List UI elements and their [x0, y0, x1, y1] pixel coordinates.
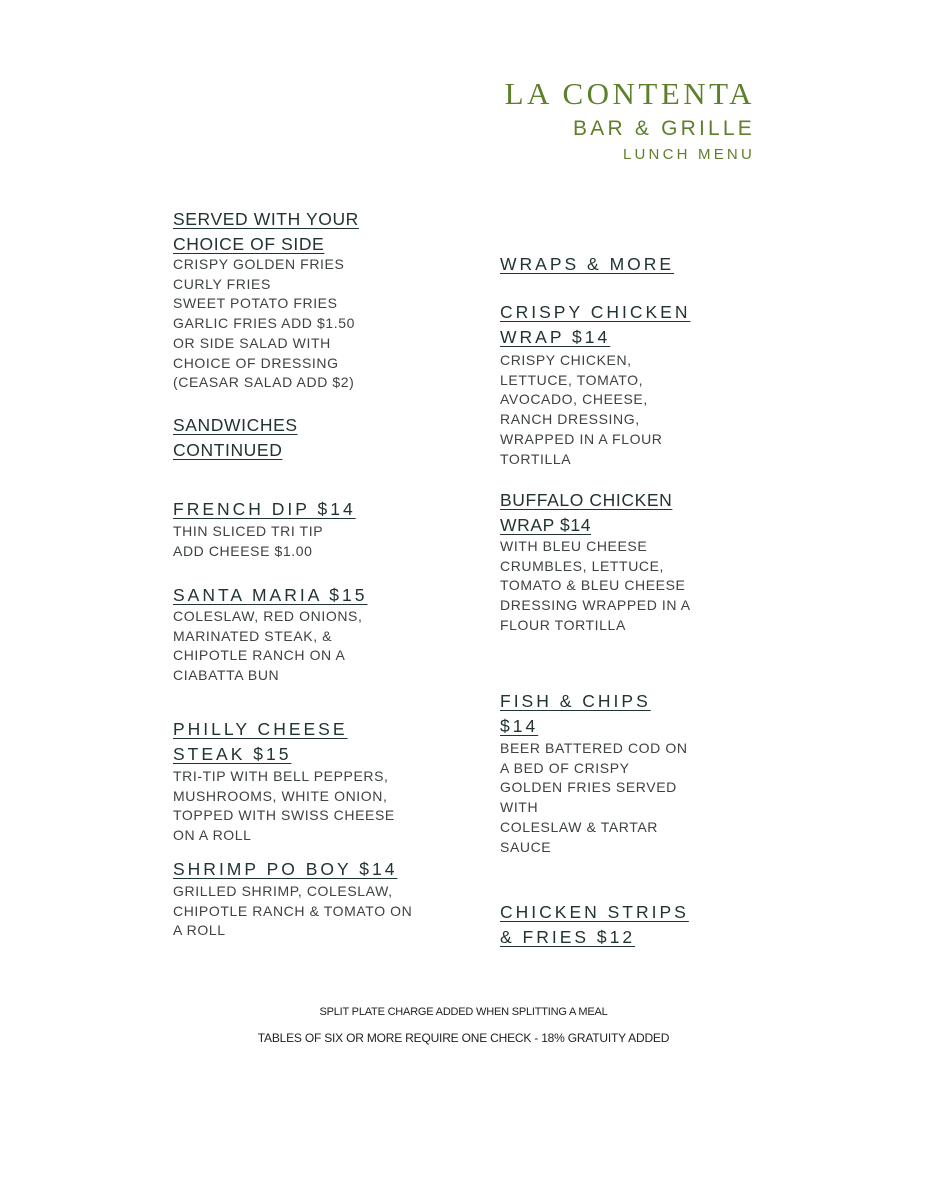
- item-buffalo-chicken-wrap-description: WITH BLEU CHEESE CRUMBLES, LETTUCE, TOMATO & BLEU CHEESE DRESSING WRAPPED IN A FLOUR TORTILLA: [500, 538, 691, 633]
- item-buffalo-chicken-wrap-name: BUFFALO CHICKEN WRAP $14: [500, 490, 673, 535]
- restaurant-name: LA CONTENTA: [504, 76, 755, 111]
- item-crispy-chicken-wrap-name: CRISPY CHICKEN WRAP $14: [500, 302, 691, 347]
- item-fish-chips-description: BEER BATTERED COD ON A BED OF CRISPY GOLDEN FRIES SERVED WITH COLESLAW & TARTAR SAUCE: [500, 740, 688, 855]
- item-crispy-chicken-wrap-description: CRISPY CHICKEN, LETTUCE, TOMATO, AVOCADO, CHEESE, RANCH DRESSING, WRAPPED IN A FLOUR TORTILLA: [500, 352, 663, 467]
- item-french-dip-description: THIN SLICED TRI TIP ADD CHEESE $1.00: [173, 523, 324, 559]
- item-fish-chips-name: FISH & CHIPS $14: [500, 691, 651, 736]
- item-shrimp-po-boy-name: SHRIMP PO BOY $14: [173, 859, 398, 879]
- item-santa-maria-name: SANTA MARIA $15: [173, 585, 368, 605]
- item-shrimp-po-boy-description: GRILLED SHRIMP, COLESLAW, CHIPOTLE RANCH & TOMATO ON A ROLL: [173, 883, 413, 939]
- gratuity-note: TABLES OF SIX OR MORE REQUIRE ONE CHECK - 18% GRATUITY ADDED: [257, 1031, 670, 1045]
- sides-list: CRISPY GOLDEN FRIES CURLY FRIES SWEET POTATO FRIES GARLIC FRIES ADD $1.50 OR SIDE SALAD WITH CHOICE OF DRESSING (CEASAR SALAD ADD $2): [173, 256, 356, 391]
- item-philly-cheese-steak-name: PHILLY CHEESE STEAK $15: [173, 719, 348, 764]
- item-chicken-strips-name: CHICKEN STRIPS & FRIES $12: [500, 902, 689, 947]
- wraps-more-heading: WRAPS & MORE: [500, 254, 675, 274]
- split-plate-note: SPLIT PLATE CHARGE ADDED WHEN SPLITTING A MEAL: [319, 1006, 608, 1018]
- menu-label: LUNCH MENU: [622, 146, 755, 163]
- sandwiches-continued-heading: SANDWICHES CONTINUED: [173, 415, 298, 460]
- menu-brand-header: [505, 76, 755, 165]
- item-santa-maria-description: COLESLAW, RED ONIONS, MARINATED STEAK, & CHIPOTLE RANCH ON A CIABATTA BUN: [173, 608, 363, 684]
- item-french-dip-name: FRENCH DIP $14: [173, 499, 356, 519]
- sides-heading: SERVED WITH YOUR CHOICE OF SIDE: [173, 209, 359, 254]
- restaurant-subtitle: BAR & GRILLE: [573, 117, 755, 140]
- item-philly-cheese-steak-description: TRI-TIP WITH BELL PEPPERS, MUSHROOMS, WHITE ONION, TOPPED WITH SWISS CHEESE ON A ROLL: [173, 768, 395, 844]
